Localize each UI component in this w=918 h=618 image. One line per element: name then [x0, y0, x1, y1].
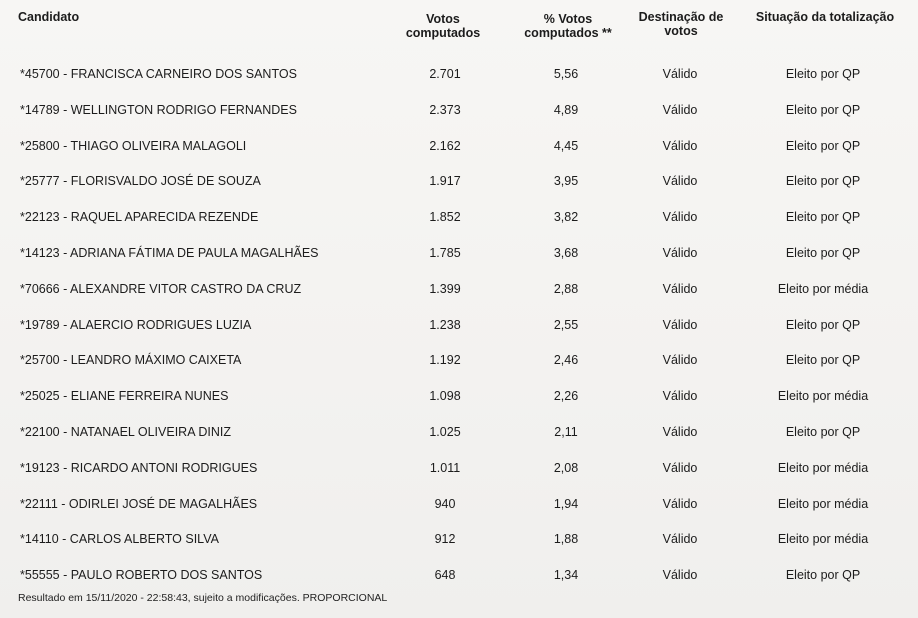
tally-status: Eleito por QP	[785, 317, 861, 332]
votes-percent: 2,55	[553, 317, 579, 332]
votes-count: 2.701	[429, 67, 461, 81]
vote-destination: Válido	[662, 568, 698, 583]
header-votos	[398, 12, 488, 40]
votes-count: 1.785	[429, 246, 461, 260]
header-situacao: Situação da totalização	[755, 10, 895, 24]
header-votos-line2: computados	[405, 26, 481, 40]
vote-destination: Válido	[662, 138, 698, 153]
votes-percent: 1,94	[553, 496, 579, 511]
tally-status: Eleito por QP	[785, 174, 861, 189]
table-row	[0, 423, 918, 441]
votes-percent: 3,82	[553, 210, 579, 225]
votes-percent: 2,26	[553, 389, 579, 404]
tally-status: Eleito por QP	[785, 353, 861, 368]
votes-count: 1.917	[429, 174, 461, 189]
table-row	[0, 280, 918, 298]
candidate-name: *55555 - PAULO ROBERTO DOS SANTOS	[20, 568, 263, 583]
vote-destination: Válido	[662, 281, 698, 296]
vote-destination: Válido	[662, 317, 698, 332]
votes-percent: 4,45	[553, 138, 579, 153]
tally-status: Eleito por média	[777, 460, 869, 475]
vote-destination: Válido	[662, 532, 698, 547]
header-votos-line1: Votos	[426, 12, 460, 26]
tally-status: Eleito por média	[777, 281, 869, 296]
votes-count: 1.025	[429, 425, 461, 439]
vote-destination: Válido	[662, 496, 698, 511]
candidate-name: *25800 - THIAGO OLIVEIRA MALAGOLI	[20, 138, 247, 153]
table-row	[0, 244, 918, 262]
votes-count: 940	[434, 496, 456, 511]
candidate-name: *14789 - WELLINGTON RODRIGO FERNANDES	[20, 102, 297, 117]
header-candidato: Candidato	[18, 10, 80, 24]
candidate-name: *25777 - FLORISVALDO JOSÉ DE SOUZA	[20, 174, 261, 189]
votes-percent: 1,88	[553, 532, 579, 547]
table-row	[0, 351, 918, 369]
candidate-name: *14110 - CARLOS ALBERTO SILVA	[20, 532, 219, 547]
votes-percent: 2,11	[554, 425, 578, 439]
votes-percent: 3,68	[553, 246, 579, 260]
table-row	[0, 172, 918, 190]
table-row	[0, 530, 918, 548]
votes-count: 1.011	[429, 460, 461, 475]
table-row	[0, 208, 918, 226]
votes-count: 2.162	[429, 138, 461, 153]
vote-destination: Válido	[662, 460, 698, 475]
table-row	[0, 137, 918, 155]
votes-count: 648	[434, 568, 456, 583]
table-row	[0, 566, 918, 584]
header-pct-line1: % Votos	[543, 12, 593, 26]
header-destinacao	[628, 10, 734, 38]
votes-percent: 4,89	[553, 102, 579, 117]
votes-percent: 1,34	[553, 568, 579, 583]
tally-status: Eleito por média	[777, 389, 869, 404]
header-pct-line2: computados **	[524, 26, 612, 40]
vote-destination: Válido	[662, 102, 698, 117]
tally-status: Eleito por QP	[785, 568, 861, 583]
vote-destination: Válido	[662, 353, 698, 368]
votes-count: 1.852	[429, 210, 461, 225]
votes-percent: 3,95	[553, 174, 579, 189]
header-pct-votos	[520, 12, 616, 40]
candidate-name: *45700 - FRANCISCA CARNEIRO DOS SANTOS	[20, 67, 297, 81]
candidate-name: *22100 - NATANAEL OLIVEIRA DINIZ	[20, 425, 231, 439]
header-dest-line1: Destinação de	[638, 10, 724, 24]
candidate-name: *25025 - ELIANE FERREIRA NUNES	[20, 389, 229, 404]
votes-percent: 2,46	[553, 353, 579, 368]
tally-status: Eleito por QP	[785, 246, 861, 260]
table-row	[0, 101, 918, 119]
votes-count: 1.399	[429, 281, 461, 296]
votes-count: 1.192	[429, 353, 461, 368]
candidate-name: *19789 - ALAERCIO RODRIGUES LUZIA	[20, 317, 252, 332]
header-dest-line2: votos	[664, 24, 698, 38]
candidate-name: *70666 - ALEXANDRE VITOR CASTRO DA CRUZ	[20, 281, 302, 296]
votes-count: 912	[434, 532, 456, 547]
table-row	[0, 65, 918, 83]
candidate-name: *19123 - RICARDO ANTONI RODRIGUES	[20, 460, 258, 475]
votes-count: 2.373	[429, 102, 461, 117]
tally-status: Eleito por QP	[785, 67, 861, 81]
tally-status: Eleito por QP	[785, 102, 861, 117]
vote-destination: Válido	[662, 425, 698, 439]
vote-destination: Válido	[662, 389, 698, 404]
table-row	[0, 495, 918, 513]
table-row	[0, 316, 918, 334]
vote-destination: Válido	[662, 210, 698, 225]
tally-status: Eleito por QP	[785, 425, 861, 439]
table-row	[0, 387, 918, 405]
votes-percent: 2,88	[553, 281, 579, 296]
votes-percent: 2,08	[553, 460, 579, 475]
tally-status: Eleito por média	[777, 532, 869, 547]
table-row	[0, 459, 918, 477]
tally-status: Eleito por QP	[785, 210, 861, 225]
tally-status: Eleito por média	[777, 496, 869, 511]
result-footer-note: Resultado em 15/11/2020 - 22:58:43, sujeito a modificações. PROPORCIONAL	[18, 592, 388, 604]
vote-destination: Válido	[662, 174, 698, 189]
candidate-name: *25700 - LEANDRO MÁXIMO CAIXETA	[20, 353, 242, 368]
candidate-name: *14123 - ADRIANA FÁTIMA DE PAULA MAGALHÃES	[20, 246, 319, 260]
votes-count: 1.098	[429, 389, 461, 404]
candidate-name: *22111 - ODIRLEI JOSÉ DE MAGALHÃES	[20, 496, 258, 511]
tally-status: Eleito por QP	[785, 138, 861, 153]
vote-destination: Válido	[662, 67, 698, 81]
votes-percent: 5,56	[553, 67, 579, 81]
vote-destination: Válido	[662, 246, 698, 260]
candidate-name: *22123 - RAQUEL APARECIDA REZENDE	[20, 210, 259, 225]
votes-count: 1.238	[429, 317, 461, 332]
